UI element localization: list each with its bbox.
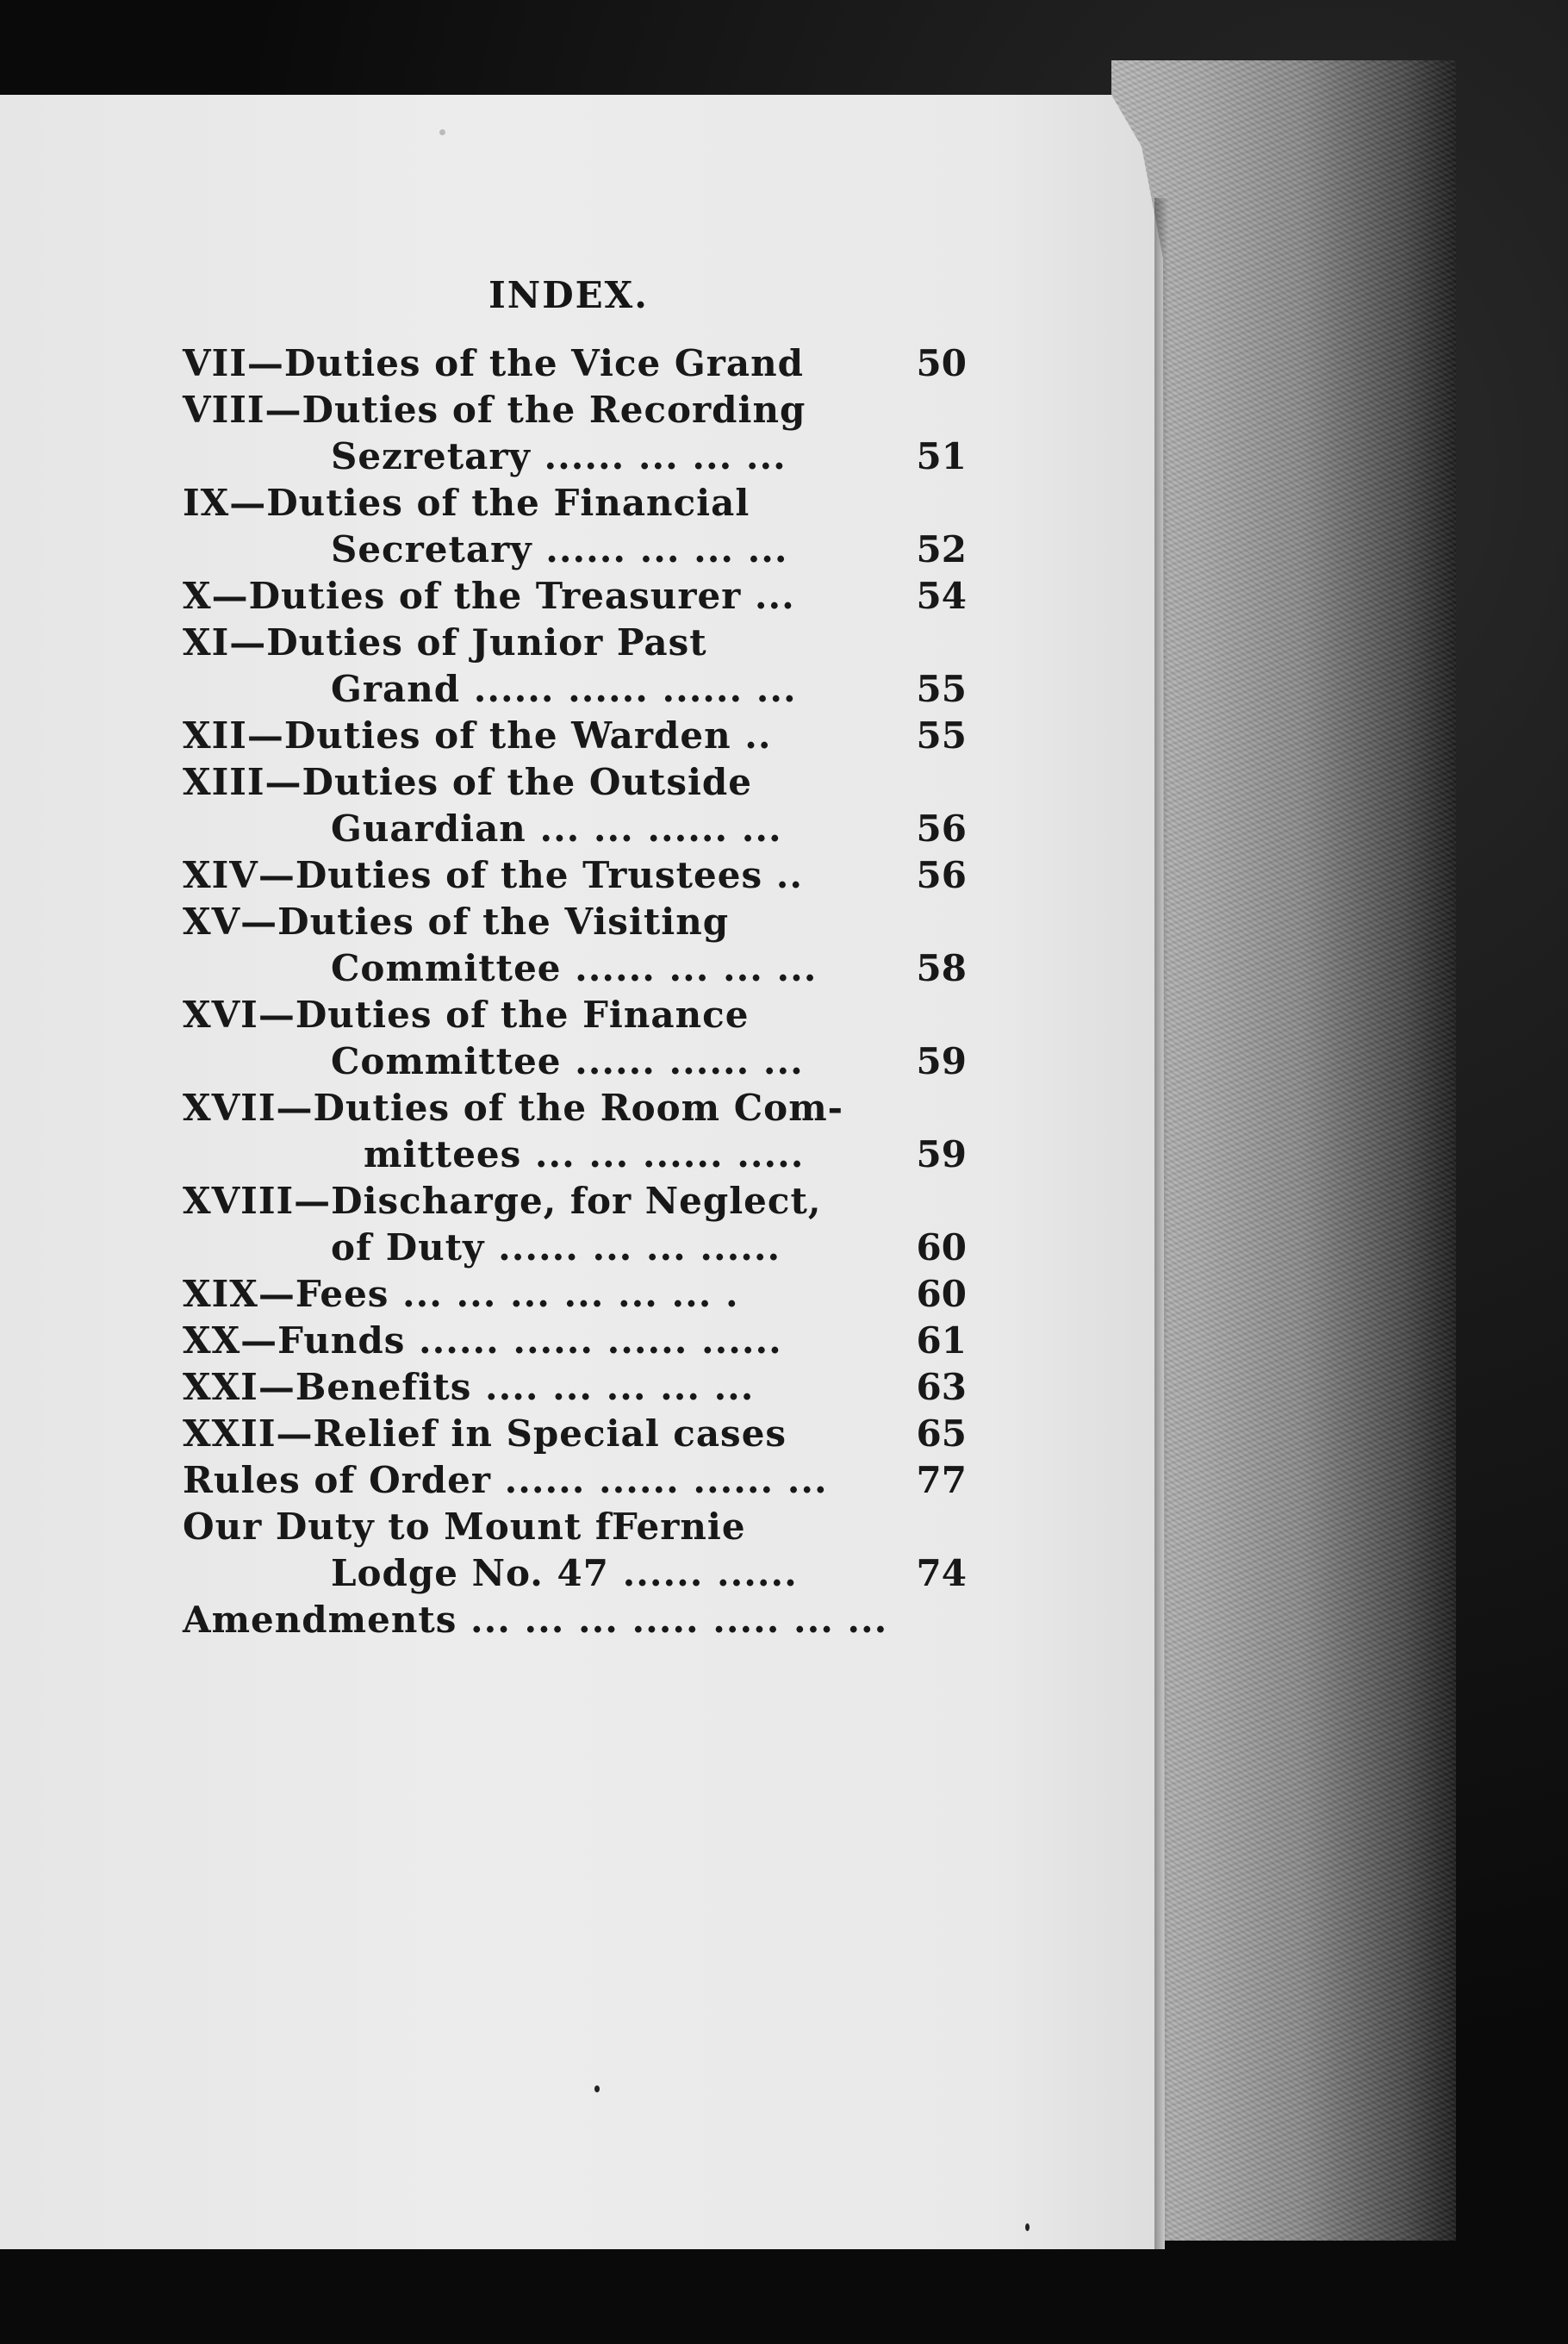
entry-page: 65 [916,1412,967,1455]
entry-title: Committee ...... ...... ... [331,1040,804,1082]
entry-page: 56 [916,854,967,896]
entry-page: 60 [916,1226,967,1269]
index-entry [183,387,967,433]
index-entry [183,992,967,1038]
ink-speck [594,2085,600,2092]
entry-title: XVI—Duties of the Finance [183,994,750,1036]
index-entry [183,1504,967,1550]
entry-title: XIV—Duties of the Trustees .. [183,854,803,896]
entry-page: 55 [916,668,967,710]
page-edge-shadow [1154,198,1168,2249]
entry-page: 59 [916,1133,967,1175]
index-entry [183,340,967,387]
entry-title: of Duty ...... ... ... ...... [331,1226,781,1269]
entry-page: 55 [916,714,967,757]
entry-title: Amendments ... ... ... ..... ..... ... ... [183,1599,888,1641]
entry-title: Committee ...... ... ... ... [331,947,818,989]
entry-title: Secretary ...... ... ... ... [331,528,788,570]
index-entry-continuation [183,1131,967,1178]
entry-page: 63 [916,1366,967,1408]
index-entry [183,1411,967,1457]
index-entry [183,1457,967,1504]
index-entry-continuation [183,1550,967,1597]
entry-title: VII—Duties of the Vice Grand [183,342,804,384]
entry-title: XII—Duties of the Warden .. [183,714,772,757]
entry-page: 52 [916,528,967,570]
entry-title: XIII—Duties of the Outside [183,761,753,803]
entry-title: XXI—Benefits .... ... ... ... ... [183,1366,755,1408]
page-title: INDEX. [488,274,649,316]
entry-title: Rules of Order ...... ...... ...... ... [183,1459,828,1501]
index-entry [183,1318,967,1364]
index-entry [183,852,967,899]
entry-page: 61 [916,1319,967,1362]
entry-title: Lodge No. 47 ...... ...... [331,1552,798,1594]
entry-title: XXII—Relief in Special cases [183,1412,787,1455]
entry-title: VIII—Duties of the Recording [183,389,806,431]
entry-page: 54 [916,575,967,617]
entry-title: XX—Funds ...... ...... ...... ...... [183,1319,782,1362]
index-entry [183,1364,967,1411]
entry-page: 59 [916,1040,967,1082]
index-entry [183,1085,967,1131]
entry-page: 58 [916,947,967,989]
index-entry [183,620,967,666]
index-entry [183,1597,967,1643]
index-entry-continuation [183,433,967,480]
entry-title: IX—Duties of the Financial [183,482,750,524]
index-entry [183,1271,967,1318]
entry-page: 51 [916,435,967,477]
ink-speck [439,129,445,135]
entry-title: X—Duties of the Treasurer ... [183,575,795,617]
index-entry-continuation [183,806,967,852]
index-entry [183,899,967,945]
index-entry [183,1178,967,1225]
entry-title: XVII—Duties of the Room Com- [183,1087,844,1129]
entry-title: Guardian ... ... ...... ... [331,807,782,850]
index-list [183,340,967,1643]
index-entry [183,713,967,759]
index-entry-continuation [183,527,967,573]
index-entry [183,573,967,620]
entry-page: 60 [916,1273,967,1315]
entry-title: XVIII—Discharge, for Neglect, [183,1180,822,1222]
entry-title: Our Duty to Mount fFernie [183,1506,746,1548]
entry-title: Sezretary ...... ... ... ... [331,435,787,477]
entry-title: Grand ...... ...... ...... ... [331,668,797,710]
index-entry [183,480,967,527]
index-entry-continuation [183,945,967,992]
entry-title: XV—Duties of the Visiting [183,901,730,943]
entry-page: 50 [916,342,967,384]
index-entry [183,759,967,806]
entry-page: 56 [916,807,967,850]
entry-page: 77 [916,1459,967,1501]
entry-title: XI—Duties of Junior Past [183,621,707,664]
entry-page: 74 [916,1552,967,1594]
index-entry-continuation [183,1038,967,1085]
ink-speck [1025,2223,1030,2231]
index-entry-continuation [183,1225,967,1271]
entry-title: mittees ... ... ...... ..... [364,1133,805,1175]
index-entry-continuation [183,666,967,713]
entry-title: XIX—Fees ... ... ... ... ... ... . [183,1273,739,1315]
